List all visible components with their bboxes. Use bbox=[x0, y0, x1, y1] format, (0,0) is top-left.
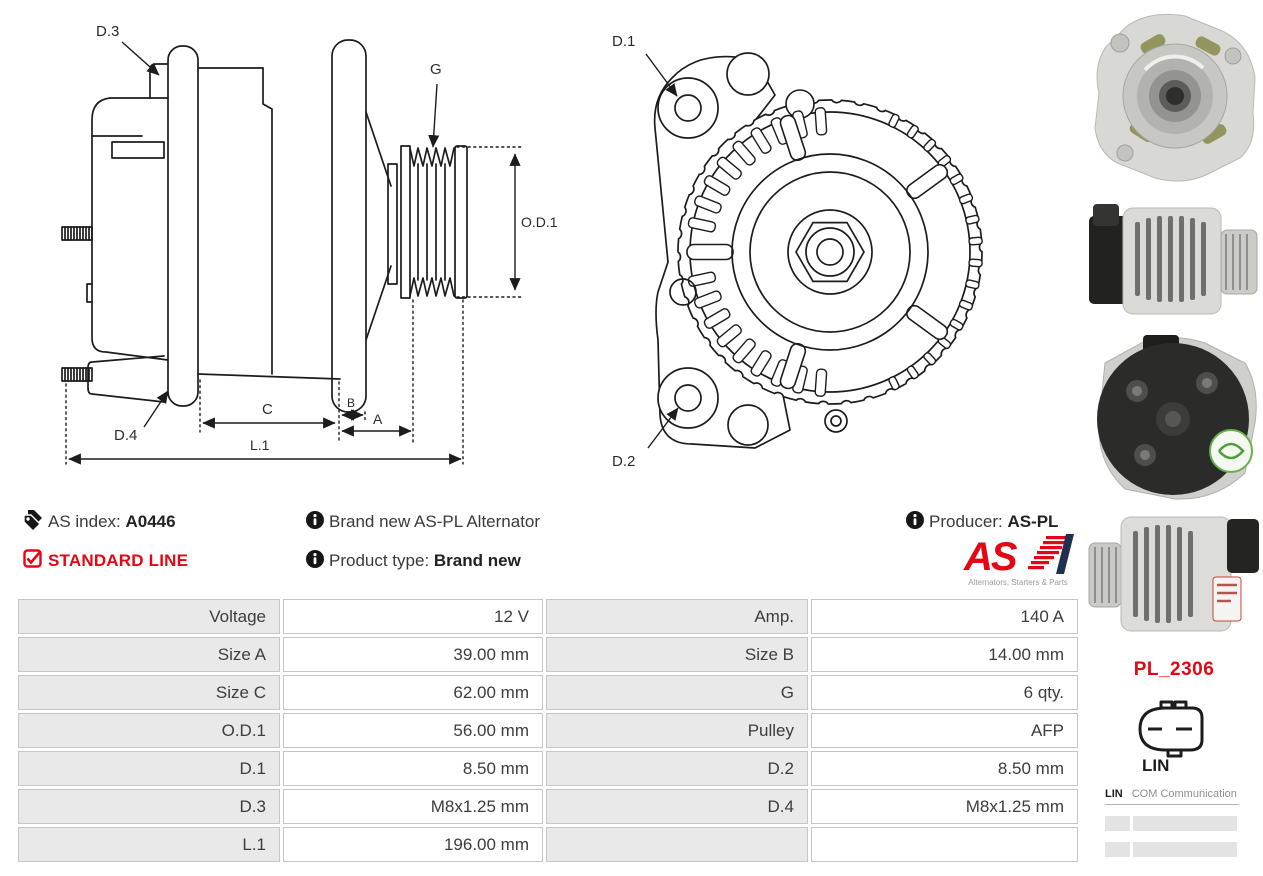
spec-value-cell: M8x1.25 mm bbox=[283, 789, 543, 824]
as-pl-logo bbox=[958, 528, 1078, 590]
spec-value-cell: 62.00 mm bbox=[283, 675, 543, 710]
spec-value-cell: 39.00 mm bbox=[283, 637, 543, 672]
spec-label-cell: G bbox=[546, 675, 808, 710]
label-od1: O.D.1 bbox=[521, 214, 558, 230]
spec-label-cell: Size B bbox=[546, 637, 808, 672]
spec-label-cell: D.1 bbox=[18, 751, 280, 786]
spec-label-cell: Pulley bbox=[546, 713, 808, 748]
spec-value-cell: 140 A bbox=[811, 599, 1078, 634]
label-d3: D.3 bbox=[96, 23, 120, 40]
product-photo-side-right bbox=[1085, 192, 1263, 330]
spec-label-cell: Size A bbox=[18, 637, 280, 672]
label-b: B bbox=[347, 396, 356, 410]
dimension-labels bbox=[96, 23, 558, 453]
spec-label-cell: D.3 bbox=[18, 789, 280, 824]
spec-label-cell: Amp. bbox=[546, 599, 808, 634]
spec-label-cell bbox=[546, 827, 808, 862]
logo-tagline: Alternators, Starters & Parts bbox=[968, 578, 1068, 587]
standard-line-badge: STANDARD LINE bbox=[48, 551, 189, 570]
as-index-value: A0446 bbox=[125, 512, 176, 531]
placeholder-bar bbox=[1133, 816, 1237, 831]
label-c: C bbox=[262, 401, 273, 418]
producer-label: Producer: bbox=[929, 512, 1003, 531]
product-type-label: Product type: bbox=[329, 551, 430, 570]
product-photo-rear bbox=[1085, 333, 1263, 505]
spec-label-cell: L.1 bbox=[18, 827, 280, 862]
com-description: COM Communication bbox=[1131, 788, 1237, 800]
com-protocol: LIN bbox=[1105, 788, 1123, 800]
spec-value-cell: 8.50 mm bbox=[283, 751, 543, 786]
spec-value-cell: 56.00 mm bbox=[283, 713, 543, 748]
product-photo-front bbox=[1085, 8, 1263, 188]
label-g: G bbox=[430, 61, 442, 78]
producer-value: AS-PL bbox=[1007, 512, 1059, 531]
spec-label-cell: Voltage bbox=[18, 599, 280, 634]
label-a: A bbox=[373, 411, 383, 427]
tag-icon bbox=[22, 509, 44, 531]
plug-icon bbox=[1134, 700, 1208, 758]
info-icon bbox=[305, 510, 325, 530]
spec-label-cell: D.4 bbox=[546, 789, 808, 824]
placeholder-bar bbox=[1133, 842, 1237, 857]
product-type-line bbox=[329, 551, 521, 571]
placeholder-row bbox=[1105, 816, 1239, 831]
label-d2: D.2 bbox=[612, 453, 636, 470]
alternator-side-outline bbox=[62, 40, 467, 412]
spec-table bbox=[18, 599, 1078, 862]
spec-value-cell: 12 V bbox=[283, 599, 543, 634]
spec-value-cell: 14.00 mm bbox=[811, 637, 1078, 672]
spec-value-cell: AFP bbox=[811, 713, 1078, 748]
spec-value-cell: 6 qty. bbox=[811, 675, 1078, 710]
placeholder-bar bbox=[1105, 842, 1130, 857]
label-d4: D.4 bbox=[114, 427, 138, 444]
spec-label-cell: D.2 bbox=[546, 751, 808, 786]
label-l1: L.1 bbox=[250, 437, 270, 453]
communication-header bbox=[1105, 788, 1239, 805]
spec-value-cell: 8.50 mm bbox=[811, 751, 1078, 786]
communication-table bbox=[1105, 788, 1239, 857]
plug-code: PL_2306 bbox=[1133, 659, 1215, 680]
info-icon bbox=[305, 549, 325, 569]
spec-value-cell bbox=[811, 827, 1078, 862]
dimension-drawing-side-view bbox=[0, 0, 560, 480]
dimension-drawing-front-view bbox=[580, 0, 1050, 480]
label-d1: D.1 bbox=[612, 33, 636, 50]
product-type-value: Brand new bbox=[433, 551, 521, 570]
as-index-label: AS index: bbox=[48, 512, 121, 531]
spec-value-cell: M8x1.25 mm bbox=[811, 789, 1078, 824]
checkbox-icon bbox=[23, 549, 43, 569]
info-icon bbox=[905, 510, 925, 530]
spec-label-cell: O.D.1 bbox=[18, 713, 280, 748]
logo-text: AS bbox=[964, 535, 1016, 579]
as-index-line bbox=[48, 512, 176, 532]
plug-type-label: LIN bbox=[1142, 756, 1170, 775]
product-photo-side-left bbox=[1085, 507, 1263, 643]
description-line: Brand new AS-PL Alternator bbox=[329, 512, 541, 531]
spec-value-cell: 196.00 mm bbox=[283, 827, 543, 862]
spec-label-cell: Size C bbox=[18, 675, 280, 710]
placeholder-bar bbox=[1105, 816, 1130, 831]
placeholder-row bbox=[1105, 842, 1239, 857]
dimension-lines bbox=[66, 42, 521, 464]
